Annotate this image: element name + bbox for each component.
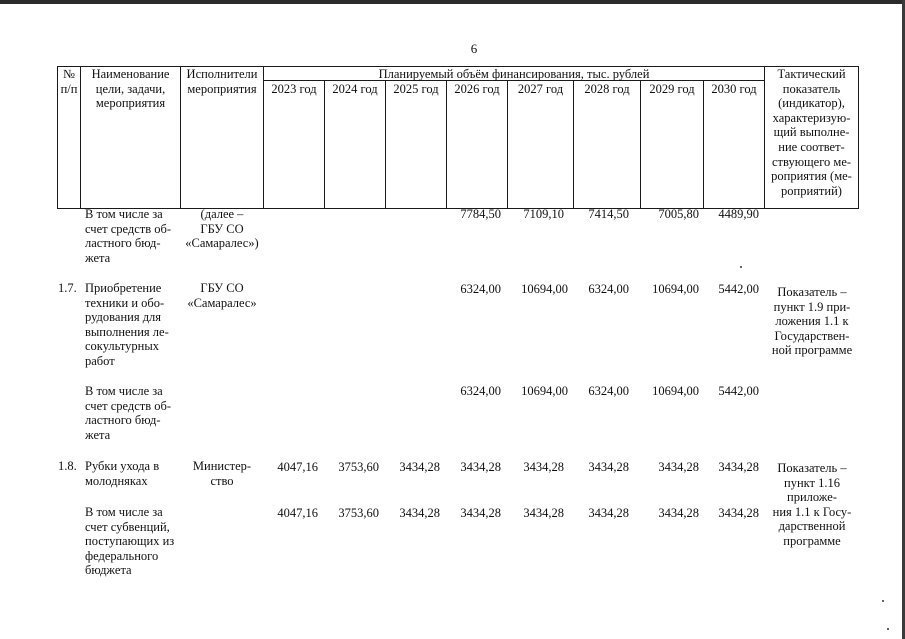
row-value-2026: 7784,50 — [460, 207, 501, 221]
header-col-name: Наименование цели, задачи, мероприятия — [91, 67, 170, 111]
row-value-2030: 5442,00 — [718, 282, 759, 296]
header-year-2024: 2024 год — [332, 82, 378, 96]
row-value-2028: 7414,50 — [588, 207, 629, 221]
header-year-2028: 2028 год — [584, 82, 630, 96]
row-value-2029: 3434,28 — [658, 460, 699, 474]
row-value-2026: 6324,00 — [460, 282, 501, 296]
row-value-2028: 6324,00 — [588, 282, 629, 296]
row-name: Рубки ухода в молодняках — [85, 459, 160, 488]
row-indicator: Показатель – пункт 1.9 при- ложения 1.1 к Государствен- ной программе — [771, 285, 853, 358]
header-border-2024 — [385, 80, 386, 209]
row-executor: ГБУ СО «Самаралес» — [187, 281, 257, 310]
header-year-2030: 2030 год — [711, 82, 757, 96]
row-value-2028: 3434,28 — [588, 460, 629, 474]
header-border-2027 — [573, 80, 574, 209]
header-border-2025 — [446, 80, 447, 209]
header-col-plan: Планируемый объём финансирования, тыс. рублей — [378, 67, 650, 81]
row-value-2024: 3753,60 — [338, 460, 379, 474]
row-value-2027: 3434,28 — [523, 460, 564, 474]
row-value-2030: 3434,28 — [718, 460, 759, 474]
row-value-2023: 4047,16 — [277, 460, 318, 474]
row-value-2023: 4047,16 — [277, 506, 318, 520]
header-col-indicator: Тактический показатель (индикатор), характеризую- щий выполне- ние соответ- ствующего ме- роприятия (ме- роприятий) — [771, 67, 852, 198]
row-value-2027: 10694,00 — [521, 282, 568, 296]
row-value-2026: 3434,28 — [460, 460, 501, 474]
header-border-2029 — [703, 80, 704, 209]
scan-speck — [882, 600, 884, 602]
row-value-2028: 6324,00 — [588, 384, 629, 398]
row-number: 1.8. — [58, 459, 77, 473]
row-executor: Министер- ство — [192, 459, 252, 488]
header-border-right — [858, 66, 859, 209]
row-value-2030: 5442,00 — [718, 384, 759, 398]
row-value-2024: 3753,60 — [338, 506, 379, 520]
row-value-2029: 10694,00 — [652, 282, 699, 296]
row-value-2029: 7005,80 — [658, 207, 699, 221]
header-border-2026 — [507, 80, 508, 209]
row-value-2027: 10694,00 — [521, 384, 568, 398]
row-value-2027: 3434,28 — [523, 506, 564, 520]
row-name: В том числе за счет средств об- ластного бюд- жета — [85, 384, 172, 442]
header-year-2025: 2025 год — [393, 82, 439, 96]
scan-top-edge — [0, 0, 905, 4]
row-name: Приобретение техники и обо- рудования для выполнения ле- сокультурных работ — [85, 281, 169, 368]
row-value-2029: 10694,00 — [652, 384, 699, 398]
row-executor: (далее – ГБУ СО «Самаралес») — [185, 207, 259, 251]
header-col-executor: Исполнители мероприятия — [186, 67, 258, 96]
row-value-2026: 3434,28 — [460, 506, 501, 520]
header-col-no: № п/п — [60, 67, 78, 96]
row-name: В том числе за счет средств об- ластного бюд- жета — [85, 207, 172, 265]
scan-speck — [887, 628, 889, 630]
row-value-2027: 7109,10 — [523, 207, 564, 221]
header-year-2029: 2029 год — [649, 82, 695, 96]
scan-speck — [740, 266, 742, 268]
row-value-2029: 3434,28 — [658, 506, 699, 520]
page-number: 6 — [470, 41, 478, 56]
header-border-2028 — [640, 80, 641, 209]
row-value-2030: 4489,90 — [718, 207, 759, 221]
row-number: 1.7. — [58, 281, 77, 295]
row-value-2030: 3434,28 — [718, 506, 759, 520]
row-value-2025: 3434,28 — [399, 460, 440, 474]
row-name: В том числе за счет субвенций, поступающих из федерального бюджета — [85, 505, 175, 578]
row-value-2026: 6324,00 — [460, 384, 501, 398]
row-value-2025: 3434,28 — [399, 506, 440, 520]
row-value-2028: 3434,28 — [588, 506, 629, 520]
row-indicator: Показатель – пункт 1.16 приложе- ния 1.1 к Госу- дарственной программе — [772, 461, 852, 548]
header-year-2026: 2026 год — [454, 82, 500, 96]
header-border-2023 — [324, 80, 325, 209]
header-year-2023: 2023 год — [271, 82, 317, 96]
header-year-2027: 2027 год — [517, 82, 564, 96]
